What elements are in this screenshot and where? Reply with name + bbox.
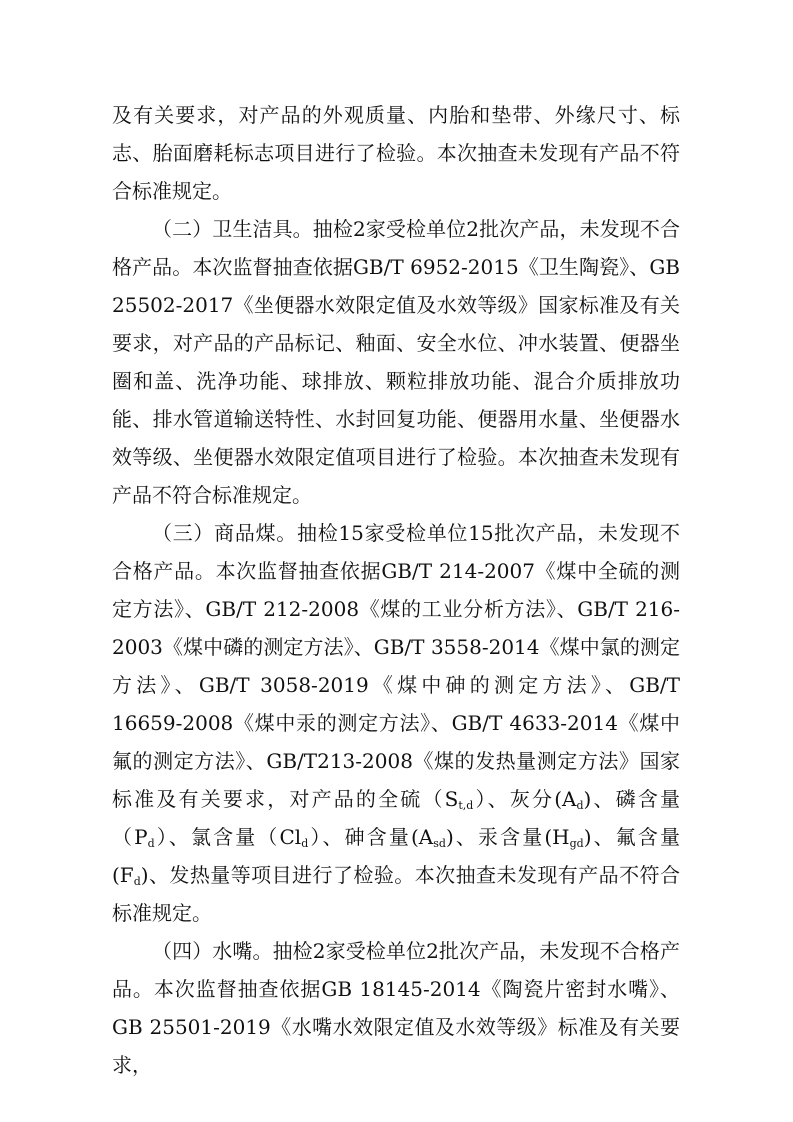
paragraph-sanitary-ware: （二）卫生洁具。抽检2家受检单位2批次产品，未发现不合格产品。本次监督抽查依据GB/T 6952-2015《卫生陶瓷》、GB 25502-2017《坐便器水效限定值及水效等级》国家标准及有关要求，对产品的产品标记、釉面、安全水位、冲水装置、便器坐圈和盖、洗净功能、球排放、颗粒排放功能、混合介质排放功能、排水管道输送特性、水封回复功能、便器用水量、坐便器水效等级、坐便器水效限定值项目进行了检验。本次抽查未发现有产品不符合标准规定。 — [112, 217, 680, 507]
arsenic-subscript: sd — [433, 837, 446, 850]
coal-tail-text: )、发热量等项目进行了检验。本次抽查未发现有产品不符合标准规定。 — [112, 863, 680, 925]
paragraph-commercial-coal — [112, 514, 680, 932]
arsenic-text: ）、砷含量(A — [308, 825, 434, 849]
mercury-subscript: gd — [569, 837, 584, 850]
sulfur-subscript: t,d — [458, 799, 474, 812]
ash-subscript: d — [576, 799, 584, 812]
fluorine-subscript: d — [133, 875, 141, 888]
ash-text: ）、灰分(A — [473, 787, 577, 811]
fluorine-text: )、氟含量(F — [112, 825, 681, 887]
chlorine-text: ）、氯含量（Cl — [154, 825, 302, 849]
paragraph-tire-continuation: 及有关要求，对产品的外观质量、内胎和垫带、外缘尺寸、标志、胎面磨耗标志项目进行了检验。本次抽查未发现有产品不符合标准规定。 — [112, 103, 680, 203]
mercury-text: )、汞含量(H — [445, 825, 570, 849]
coal-lead-text: （三）商品煤。抽检15家受检单位15批次产品，未发现不合格产品。本次监督抽查依据GB/T 214-2007《煤中全硫的测定方法》、GB/T 212-2008《煤的工业分析方法》、GB/T 216-2003《煤中磷的测定方法》、GB/T 3558-2014《煤中氯的测定方法》、GB/T 3058-2019《煤中砷的测定方法》、GB/T 16659-2008《煤中汞的测定方法》、GB/T 4633-2014《煤中氟的测定方法》、GB/T213-2008《煤的发热量测定方法》国家标准及有关要求，对产品的全硫（S — [112, 521, 680, 811]
document-body — [112, 96, 680, 1084]
chlorine-subscript: d — [301, 837, 309, 850]
phosphorus-text: )、磷含量（P — [112, 787, 680, 849]
paragraph-faucet: （四）水嘴。抽检2家受检单位2批次产品，未发现不合格产品。本次监督抽查依据GB 18145-2014《陶瓷片密封水嘴》、GB 25501-2019《水嘴水效限定值及水效等级》标准及有关要求， — [112, 939, 680, 1077]
phosphorus-subscript: d — [147, 837, 155, 850]
